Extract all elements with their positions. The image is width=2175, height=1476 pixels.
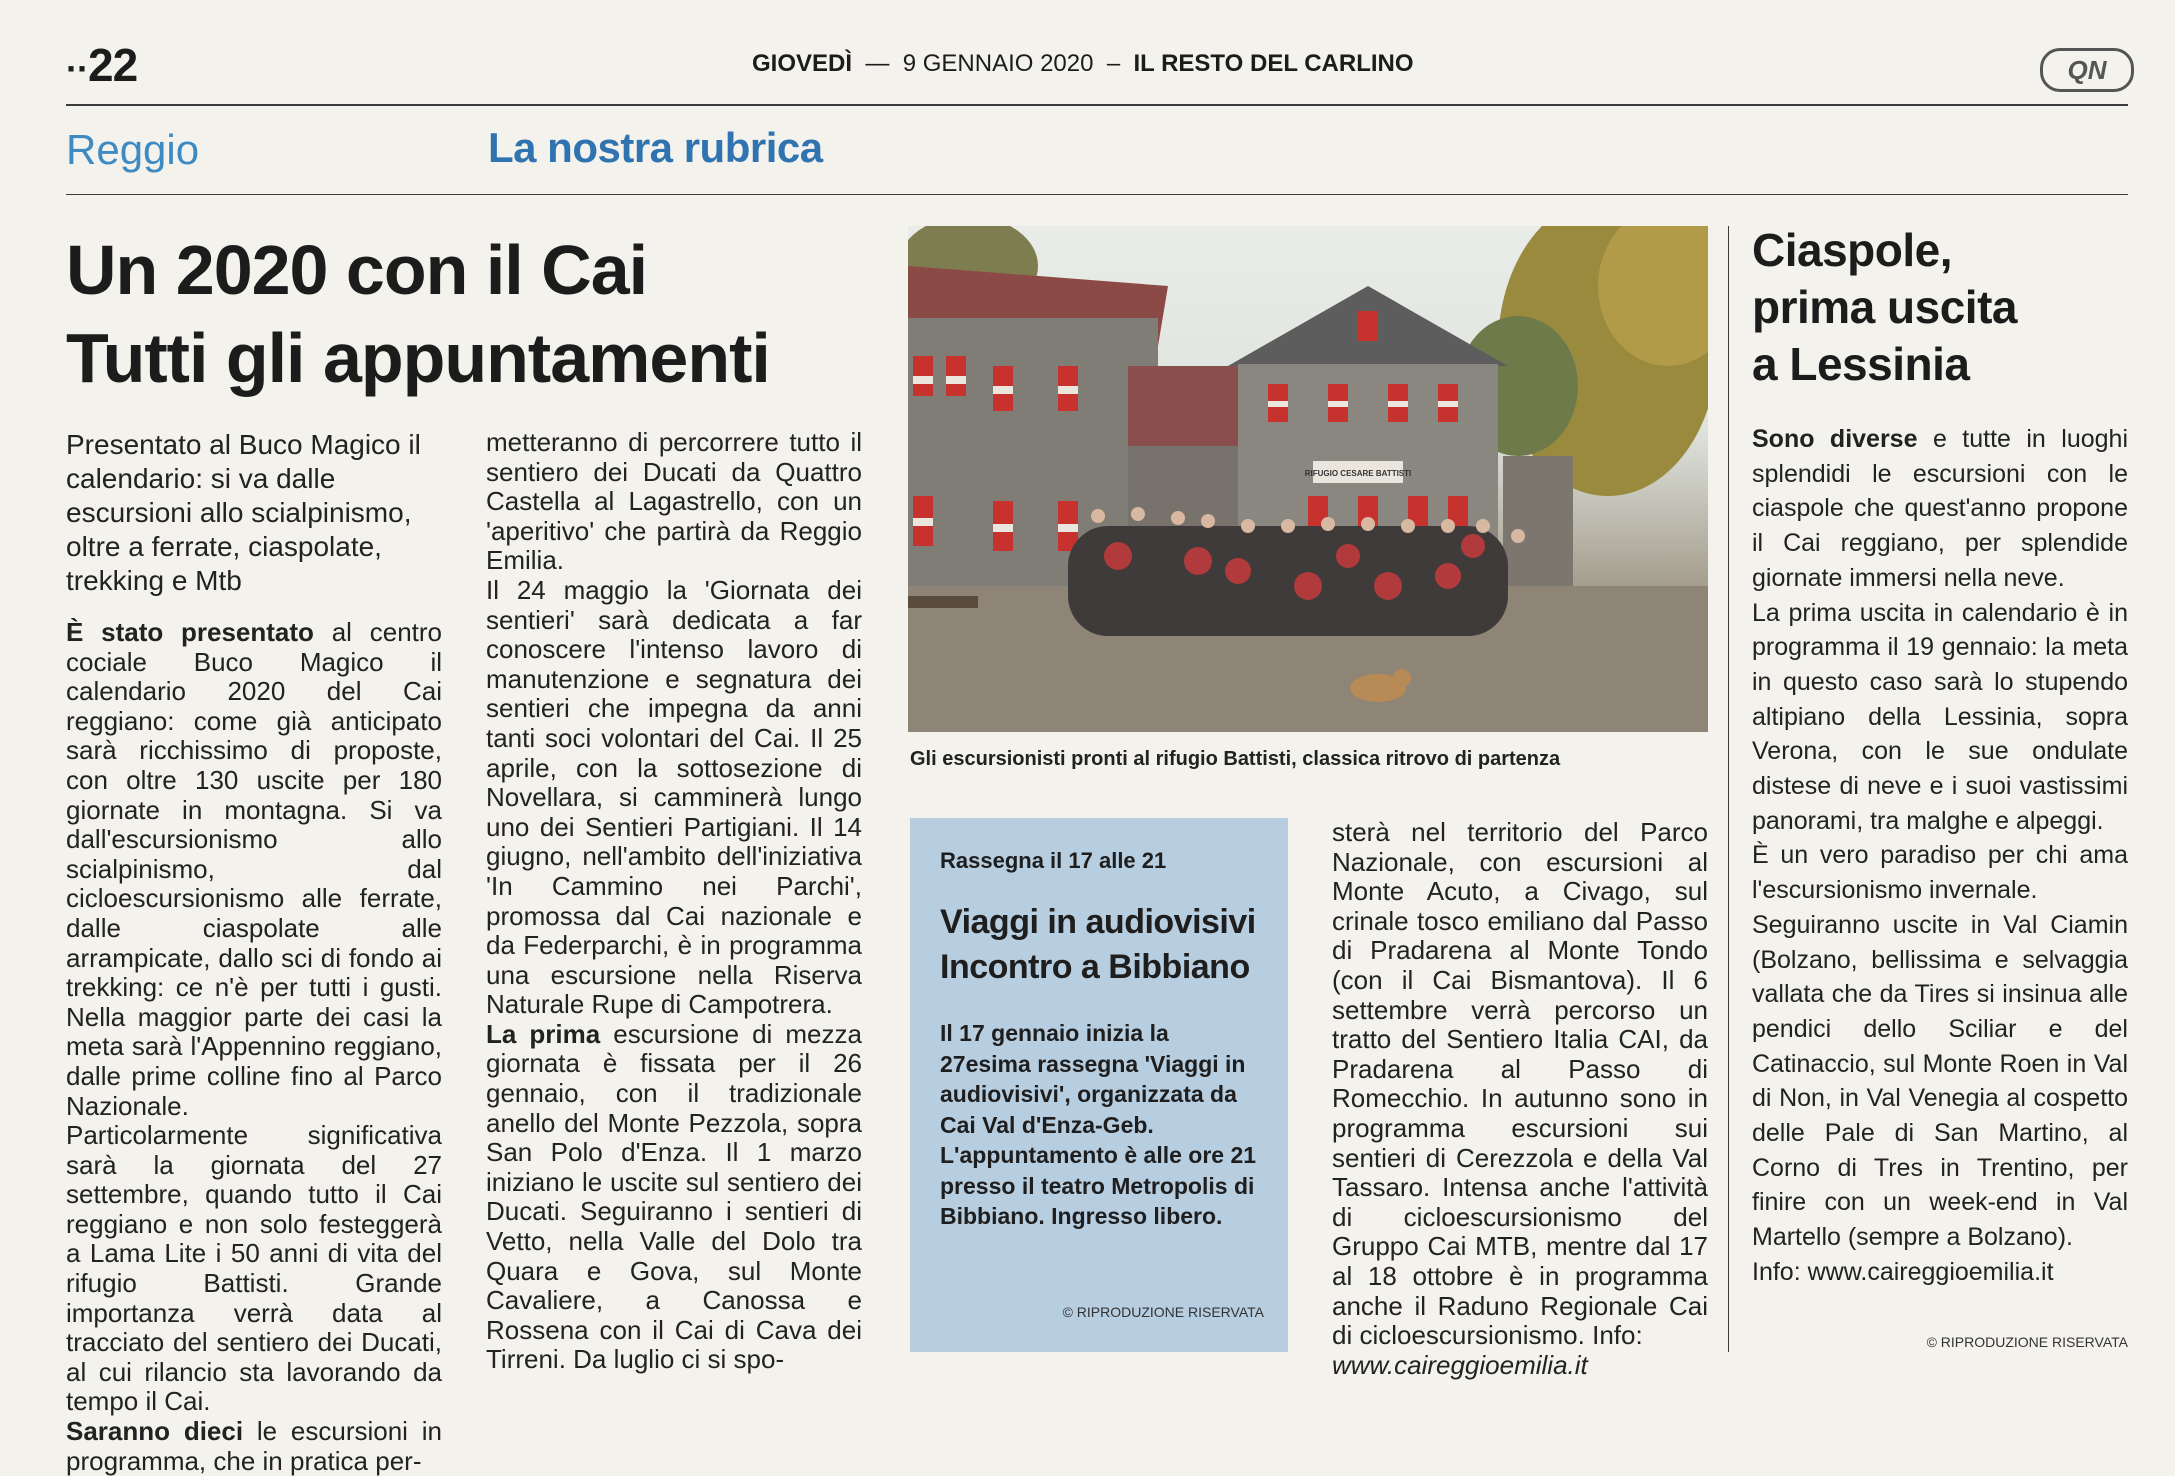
side-p2: La prima uscita in calendario è in programma il 19 gennaio: la meta in questo caso sarà lo stupendo altipiano della Lessinia, sopra Verona, con le sue ondulate distese di neve e i suoi vastissimi panorami, tra malghe e alpeggi. [1752, 598, 2128, 835]
rifugio-photo [908, 226, 1708, 732]
main-col1-p2: Particolarmente significativa sarà la giornata del 27 settembre, quando tutto il Cai reggiano e non solo festeggerà a Lama Lite i 50 anni di vita del rifugio Battisti. Grande importanza verrà data al tracciato del sentiero dei Ducati, al cui rilancio sta lavorando da tempo il Cai. [66, 1120, 442, 1417]
main-col1-kicker: È stato presentato [66, 617, 314, 647]
box-title-line1: Viaggi in audiovisivi [940, 903, 1256, 941]
main-col2-p1: metteranno di percorrere tutto il sentiero dei Ducati da Quattro Castella al Lagastrello, con un 'aperitivo' che partirà da Reggio Emilia. [486, 427, 862, 576]
main-title-line1: Un 2020 con il Cai [66, 231, 648, 309]
main-title [66, 226, 770, 402]
side-title-line2: prima uscita [1752, 281, 2017, 333]
main-col1-p3 [66, 1417, 442, 1476]
side-p5: Info: www.caireggioemilia.it [1752, 1257, 2054, 1286]
main-col1-kicker2: Saranno dieci [66, 1416, 244, 1447]
side-title [1752, 222, 2017, 393]
side-p4: Seguiranno uscite in Val Ciamin (Bolzano, bellissima e selvaggia vallata che da Tires si insinua alle pendici dello Sciliar e del Catinaccio, sul Monte Roen in Val di Non, in Val Venegia al cospetto delle Pale di San Martino, al Corno di Tres in Trentino, per finire con un week-end in Val Martello (sempre a Bolzano). [1752, 910, 2128, 1252]
main-col2-p3-text: escursione di mezza giornata è fissata per il 26 gennaio, con il tradizionale anello del Monte Pezzola, sopra San Polo d'Enza. Il 1 marzo iniziano le uscite sul sentiero dei Ducati. Seguiranno i sentieri di Vetto, nella Valle del Dolo tra Quara e Gova, sul Monte Cavaliere, a Canossa e Rossena con il Cai di Cava dei Tirreni. Da luglio ci si spo- [486, 1018, 862, 1375]
box-title [940, 900, 1256, 990]
audiovisivi-box [910, 818, 1288, 1352]
main-column-1 [66, 428, 442, 1476]
dateline-sep: — [858, 50, 897, 77]
side-kicker: Sono diverse [1752, 425, 1918, 453]
rifugio-illustration [908, 226, 1708, 732]
photo-caption: Gli escursionisti pronti al rifugio Battisti, classica ritrovo di partenza [910, 748, 1561, 770]
section-rule [66, 194, 2128, 195]
main-col2-kicker: La prima [486, 1018, 601, 1049]
side-title-line3: a Lessinia [1752, 338, 1970, 390]
dateline-date: 9 GENNAIO 2020 [902, 50, 1094, 77]
section-rubric: La nostra rubrica [488, 124, 823, 171]
main-col2-p3 [486, 1020, 862, 1375]
header-rule [66, 104, 2128, 106]
qn-logo: QN [2040, 48, 2134, 92]
dateline-day: GIOVEDÌ [752, 50, 853, 77]
page-number: ··22 [66, 39, 138, 91]
side-p1 [1752, 422, 2128, 596]
side-p1-text: e tutte in luoghi splendidi le escursioni con le ciaspole che quest'anno propone il Cai reggiano, per splendide giornate immersi nella neve. [1752, 425, 2129, 592]
box-title-line2: Incontro a Bibbiano [940, 948, 1250, 986]
main-col4-url: www.caireggioemilia.it [1332, 1349, 1588, 1380]
main-col4-p1: sterà nel territorio del Parco Nazionale, con escursioni al Monte Acuto, a Civago, sul crinale tosco emiliano dal Passo di Pradarena al Monte Tondo (con il Cai Bismantova). Il 6 settembre verrà percorso un tratto del Sentiero Italia CAI, da Pradarena al Passo di Romecchio. In autunno sono in programma escursioni sui sentieri di Cerezzola e della Val Tassaro. Intensa anche l'attività di cicloescursionismo del Gruppo Cai MTB, mentre dal 17 al 18 ottobre è in programma anche il Raduno Regionale Cai di cicloescursionismo. Info: [1332, 817, 1708, 1351]
side-p3: È un vero paradiso per chi ama l'escursionismo invernale. [1752, 841, 2128, 905]
page-number-dots: ·· [66, 48, 88, 89]
box-kicker: Rassegna il 17 alle 21 [940, 848, 1167, 873]
main-lead: Presentato al Buco Magico il calendario: si va dalle escursioni allo scialpinismo, oltre a ferrate, ciaspolate, trekking e Mtb [66, 429, 421, 596]
main-title-line2: Tutti gli appuntamenti [66, 319, 770, 397]
main-col1-p3-text: le escursioni in programma, che in pratica per- [66, 1416, 442, 1476]
box-copyright: © RIPRODUZIONE RISERVATA [1062, 1304, 1264, 1320]
main-column-2 [486, 428, 862, 1375]
main-col2-p2: Il 24 maggio la 'Giornata dei sentieri' sarà dedicata a far conoscere l'intenso lavoro di manutenzione e segnatura dei sentieri che impegna da anni tanti soci volontari del Cai. Il 25 aprile, con la sottosezione di Novellara, si camminerà lungo uno dei Sentieri Partigiani. Il 14 giugno, nell'ambito dell'iniziativa 'In Cammino nei Parchi', promossa dal Cai nazionale e da Federparchi, è in programma una escursione nella Riserva Naturale Rupe di Campotrera. [486, 574, 862, 1020]
column-divider [1728, 226, 1729, 1352]
dateline-paper: IL RESTO DEL CARLINO [1133, 50, 1414, 77]
box-text: Il 17 gennaio inizia la 27esima rassegna 'Viaggi in audiovisivi', organizzata da Cai Val d'Enza-Geb. L'appuntamento è alle ore 21 presso il teatro Metropolis di Bibbiano. Ingresso libero. [940, 1020, 1257, 1229]
dateline [752, 50, 1414, 78]
main-col1-text: al centro cociale Buco Magico il calendario 2020 del Cai reggiano: come già anticipato sarà ricchissimo di proposte, con oltre 130 uscite per 180 giornate in montagna. Si va dall'escursionismo allo scialpinismo, dal cicloescursionismo alle ferrate, dalle ciaspolate alle arrampicate, dallo sci di fondo ai trekking: ce n'è per tutti i gusti. Nella maggior parte dei casi la meta sarà l'Appennino reggiano, dalle prime colline fino al Parco Nazionale. [66, 617, 442, 1121]
main-col1-p1 [66, 618, 442, 1121]
side-copyright: © RIPRODUZIONE RISERVATA [1926, 1334, 2128, 1350]
dateline-sep: – [1100, 50, 1127, 77]
section-city: Reggio [66, 126, 200, 173]
side-title-line1: Ciaspole, [1752, 224, 1953, 276]
main-column-4 [1332, 818, 1708, 1380]
rifugio-sign: RIFUGIO CESARE BATTISTI [1304, 469, 1412, 478]
side-column [1752, 422, 2128, 1290]
